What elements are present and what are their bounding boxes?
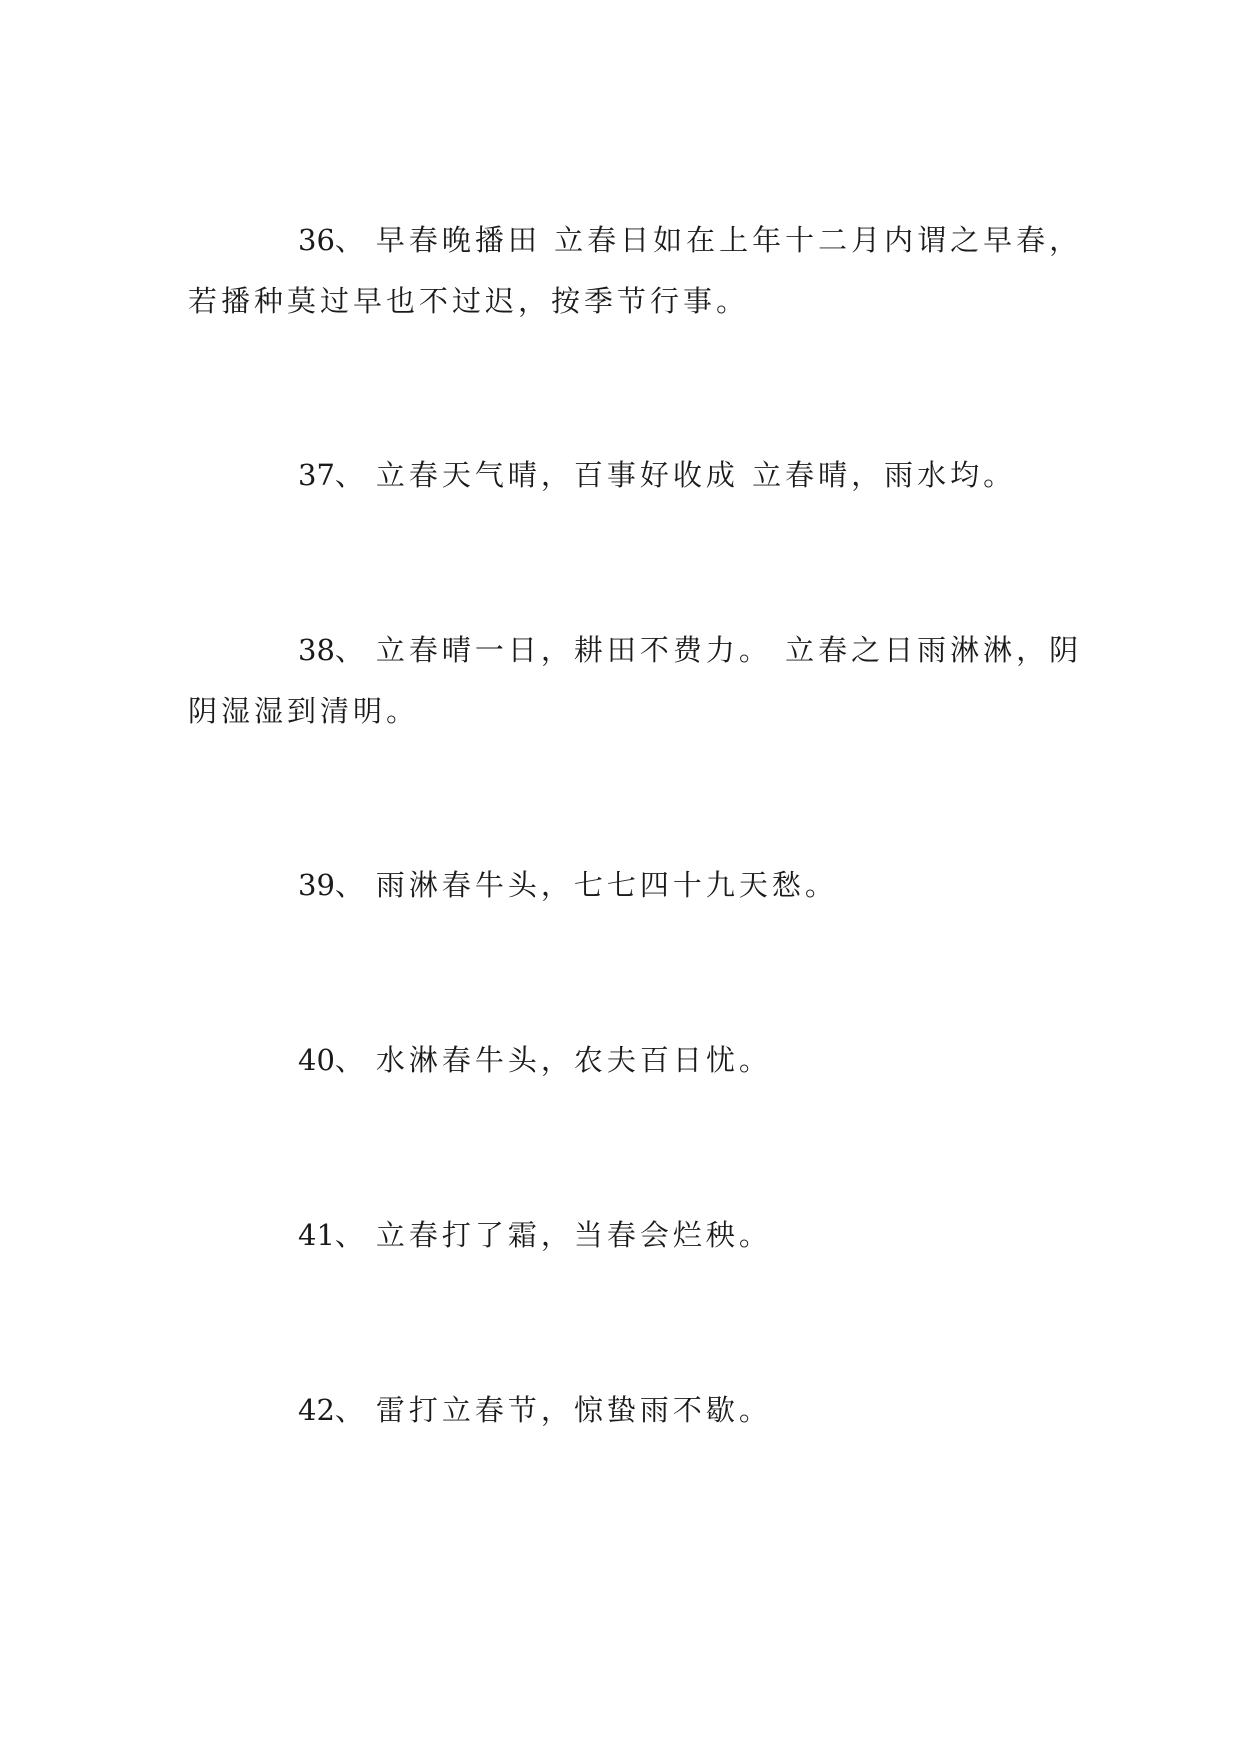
entry-text: 雨淋春牛头，七七四十九天愁。 <box>375 868 838 902</box>
entry-number: 37、 <box>298 458 364 492</box>
proverb-entry-38 <box>188 620 1088 742</box>
entry-number: 38、 <box>298 633 364 667</box>
proverb-entry-37 <box>188 445 1088 506</box>
proverb-entry-41 <box>188 1205 1088 1266</box>
entry-number: 39、 <box>298 868 364 902</box>
entry-text: 立春打了霜，当春会烂秧。 <box>375 1218 772 1252</box>
proverb-entry-36 <box>188 210 1088 332</box>
proverb-entry-42 <box>188 1380 1088 1441</box>
entry-text: 水淋春牛头，农夫百日忧。 <box>375 1043 772 1077</box>
entry-number: 41、 <box>298 1218 364 1252</box>
entry-number: 36、 <box>298 223 364 257</box>
entry-text: 雷打立春节，惊蛰雨不歇。 <box>375 1393 772 1427</box>
entry-text: 立春晴一日，耕田不费力。 立春之日雨淋淋，阴阴湿湿到清明。 <box>188 633 1083 728</box>
proverb-entry-40 <box>188 1030 1088 1091</box>
entry-number: 40、 <box>298 1043 364 1077</box>
entry-text: 立春天气晴，百事好收成 立春晴，雨水均。 <box>375 458 1017 492</box>
entry-number: 42、 <box>298 1393 364 1427</box>
proverb-entry-39 <box>188 855 1088 916</box>
entry-text: 早春晚播田 立春日如在上年十二月内谓之早春，若播种莫过早也不过迟，按季节行事。 <box>188 223 1083 318</box>
